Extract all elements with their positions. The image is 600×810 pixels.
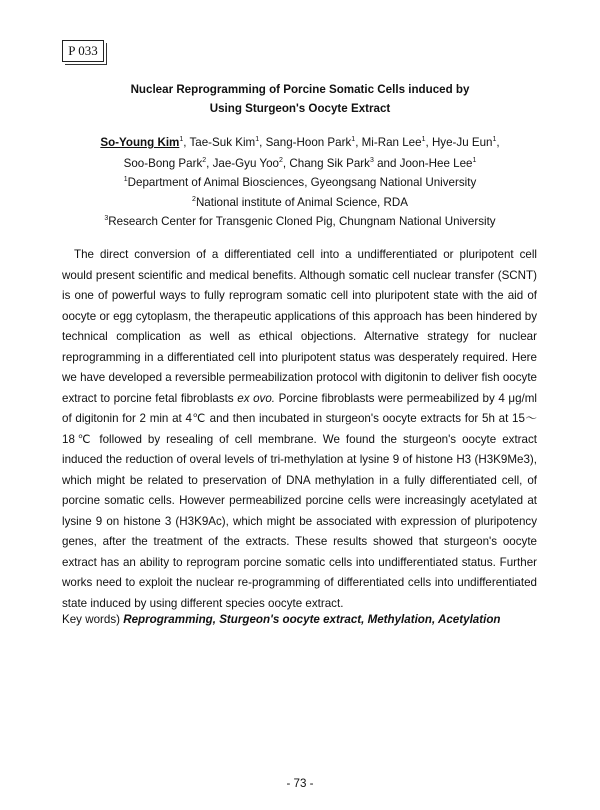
keywords-line bbox=[62, 610, 537, 630]
author-name: Hye-Ju Eun bbox=[431, 136, 493, 149]
affiliation-number: 2 bbox=[192, 195, 196, 203]
affiliation-list bbox=[60, 173, 540, 232]
author-name: Chang Sik Park bbox=[289, 157, 370, 170]
affiliation-item bbox=[60, 212, 540, 232]
affiliation-item bbox=[60, 193, 540, 213]
abstract-italic-term: ex ovo. bbox=[237, 391, 276, 405]
affiliation-number: 3 bbox=[104, 215, 109, 222]
abstract-body bbox=[62, 245, 537, 614]
author-affiliation-mark: 1 bbox=[351, 136, 356, 143]
affiliation-text: Research Center for Transgenic Cloned Pig, Chungnam National University bbox=[108, 215, 496, 228]
page-number: - 73 - bbox=[286, 777, 314, 790]
author-list bbox=[60, 132, 540, 174]
author-name: Sang-Hoon Park bbox=[265, 136, 352, 149]
title-line-1: Nuclear Reprogramming of Porcine Somatic Cells induced by bbox=[130, 83, 470, 96]
keywords-list: Reprogramming, Sturgeon's oocyte extract, Methylation, Acetylation bbox=[123, 613, 501, 626]
author-affiliation-mark: 1 bbox=[421, 136, 426, 143]
author-joiner: and bbox=[373, 157, 400, 170]
author-separator: , bbox=[259, 136, 266, 149]
affiliation-text: National institute of Animal Science, RDA bbox=[195, 195, 408, 209]
keywords-label: Key words) bbox=[62, 613, 124, 626]
author-affiliation-mark: 3 bbox=[369, 157, 374, 164]
abstract-text-part-1: The direct conversion of a differentiated cell into a undifferentiated or pluripotent cell would present scientific and medical benefits. Although somatic cell nuclear transfer (SCNT) is one of powerful ways to fully reprogram somatic cell into pluripotent state with the aid of oocyte or egg cytoplasm, the therapeutic applications of this approach has been hindered by technical complication as well as ethical objections. Alternative strategy for nuclear reprogramming in a differentiated cell into pluripotent status was desperately required. Here we have developed a reversible permeabilization protocol with digitonin to deliver fish oocyte extract to porcine fetal fibroblasts bbox=[62, 248, 537, 405]
author-affiliation-mark: 1 bbox=[472, 157, 477, 164]
author-name: Mi-Ran Lee bbox=[361, 136, 422, 149]
affiliation-number: 1 bbox=[123, 176, 128, 183]
author-separator: , bbox=[496, 136, 500, 149]
paper-title bbox=[60, 80, 540, 118]
author-name: Joon-Hee Lee bbox=[399, 157, 473, 170]
author-affiliation-mark: 2 bbox=[202, 157, 207, 164]
author-name: So-Young Kim bbox=[100, 136, 180, 149]
poster-id-box: P 033 bbox=[62, 40, 104, 62]
affiliation-item bbox=[60, 173, 540, 193]
author-separator: , bbox=[183, 136, 190, 149]
abstract-text-part-2: Porcine fibroblasts were permeabilized by 4 μg/ml of digitonin for 2 min at 4℃ and then incubated in sturgeon's oocyte extracts for 5h at 15～18℃ followed by resealing of cell membrane. We found the sturgeon's oocyte extract induced the reduction of overal levels of tri-methylation at lysine 9 of histone H3 (H3K9Me3), which might be related to preservation of DNA methylation in a fully differentiated cell, of porcine somatic cells. However permeabilized porcine cells were increasingly acetylated at lysine 9 on histone 3 (H3K9Ac), which might be associated with expression of pluripotency genes, after the treatment of the extracts. These results showed that sturgeon's oocyte extract has an ability to reprogram porcine somatic cells into undifferentiated status. Further works need to exploit the nuclear re-programming of differentiated cells into undifferentiated state induced by using different species oocyte extract. bbox=[62, 391, 537, 610]
author-name: Tae-Suk Kim bbox=[189, 136, 256, 149]
author-separator: , bbox=[355, 136, 362, 149]
affiliation-text: Department of Animal Biosciences, Gyeongsang National University bbox=[127, 176, 477, 189]
author-affiliation-mark: 2 bbox=[279, 157, 283, 164]
author-separator: , bbox=[282, 157, 290, 170]
author-name: Soo-Bong Park bbox=[123, 157, 203, 170]
author-separator: , bbox=[425, 136, 432, 149]
author-affiliation-mark: 1 bbox=[492, 136, 497, 143]
author-affiliation-mark: 1 bbox=[179, 136, 184, 143]
author-separator: , bbox=[206, 157, 213, 170]
author-name: Jae-Gyu Yoo bbox=[212, 157, 280, 170]
author-affiliation-mark: 1 bbox=[255, 136, 260, 143]
title-line-2: Using Sturgeon's Oocyte Extract bbox=[209, 102, 391, 115]
